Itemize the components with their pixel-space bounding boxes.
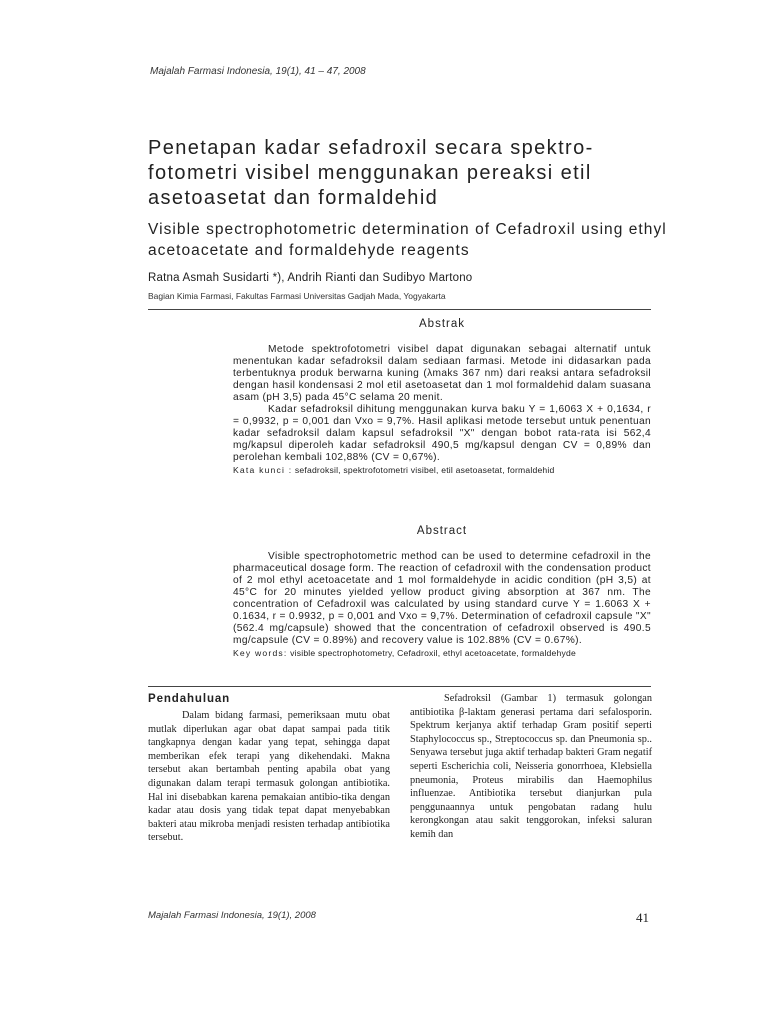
journal-header: Majalah Farmasi Indonesia, 19(1), 41 – 47, 2008 [150, 66, 366, 77]
top-divider [148, 309, 651, 310]
page-number: 41 [636, 910, 649, 925]
body-paragraph: Dalam bidang farmasi, pemeriksaan mutu obat mutlak diperlukan agar obat dapat sampai pada titik tangkapnya dengan kadar yang tepat, sehingga dapat memberikan efek terapi yang dikehendaki. Makna tersebut akan bertambah penting apabila obat yang digunakan dalam terapi termasuk golongan antibiotika. Hal ini disebabkan karena pemakaian antibio-tika dengan kadar atau dosis yang tidak tepat dapat menyebabkan bakteri atau mikroba menjadi resisten terhadap antibiotika tersebut. [148, 710, 390, 844]
keywords-label: Kata kunci : [233, 465, 293, 475]
paper-title-indonesian: Penetapan kadar sefadroxil secara spektro-fotometri visibel menggunakan pereaksi etil asetoasetat dan formaldehid [148, 137, 594, 209]
keywords-label: Key words: [233, 648, 288, 658]
author-affiliation: Bagian Kimia Farmasi, Fakultas Farmasi Universitas Gadjah Mada, Yogyakarta [148, 291, 446, 301]
section-heading: Pendahuluan [148, 693, 231, 705]
abstract-paragraph: Visible spectrophotometric method can be used to determine cefadroxil in the pharmaceutical dosage form. The reaction of cefadroxil with the condensation product of 2 mol ethyl acetoacetate and 1 mol formaldehyde in acidic condition (pH 3,5) at 45°C for 20 minutes yielded yellow product giving absorption at 367 nm. The concentration of Cefadroxil was calculated by using standard curve Y = 1.6063 X + 0.1634, r = 0.9932, p = 0,001 and Vxo = 9,7%. Determination of cefadroxil capsule "X" (562.4 mg/capsule) showed that the concentration of cefadroxil observed is 490.5 mg/capsule (CV = 0.89%) and recovery value is 102.88% (CV = 0.67%). [233, 551, 651, 646]
footer-journal: Majalah Farmasi Indonesia, 19(1), 2008 [148, 910, 316, 921]
abstrak-body [233, 344, 651, 476]
abstract-keywords [233, 647, 651, 659]
paper-title-english: Visible spectrophotometric determination of Cefadroxil using ethyl acetoacetate and formaldehyde reagents [148, 221, 667, 259]
author-list: Ratna Asmah Susidarti *), Andrih Rianti dan Sudibyo Martono [148, 272, 473, 284]
abstract-heading: Abstract [416, 525, 468, 537]
abstract-body [233, 551, 651, 659]
abstrak-heading: Abstrak [419, 318, 465, 330]
abstrak-paragraph: Kadar sefadroksil dihitung menggunakan kurva baku Y = 1,6063 X + 0,1634, r = 0,9932, p = 0,001 dan Vxo = 9,7%. Hasil aplikasi metode tersebut untuk penentuan kadar sefadroksil dalam kapsul sefadroksil "X" dengan bobot rata-rata isi 562,4 mg/kapsul diperoleh kadar sefadroksil 490,5 mg/kapsul dengan CV = 0,89% dan perolehan kembali 102,88% (CV = 0,67%). [233, 404, 651, 463]
body-column-right [410, 692, 652, 842]
abstrak-paragraph: Metode spektrofotometri visibel dapat digunakan sebagai alternatif untuk menentukan kadar sefadroksil dalam sediaan farmasi. Metode ini didasarkan pada terbentuknya produk berwarna kuning (λmaks 367 nm) dari reaksi antara sefadroksil dengan hasil kondensasi 2 mol etil asetoasetat dan 1 mol formaldehid dalam suasana asam (pH 3,5) pada 45°C selama 20 menit. [233, 344, 651, 403]
abstrak-keywords [233, 464, 651, 476]
keywords-text: visible spectrophotometry, Cefadroxil, ethyl acetoacetate, formaldehyde [290, 648, 576, 658]
body-column-left [148, 692, 390, 845]
body-paragraph: Sefadroksil (Gambar 1) termasuk golongan antibiotika β-laktam generasi pertama dari sefalosporin. Spektrum kerjanya aktif terhadap Gram positif seperti Staphylococcus sp., Streptococcus sp. dan Pneumonia sp.. Senyawa tersebut juga aktif terhadap bakteri Gram negatif seperti Escherichia coli, Neisseria gonorrhoea, Klebsiella pneumonia, Proteus mirabilis dan Haemophilus influenzae. Antibiotika tersebut dianjurkan pula penggunaannya untuk pengobatan radang hulu kerongkongan atau sakit tenggorokan, infeksi saluran kemih dan [410, 693, 652, 840]
abstract-bottom-divider [148, 686, 651, 687]
keywords-text: sefadroksil, spektrofotometri visibel, etil asetoasetat, formaldehid [294, 465, 555, 475]
